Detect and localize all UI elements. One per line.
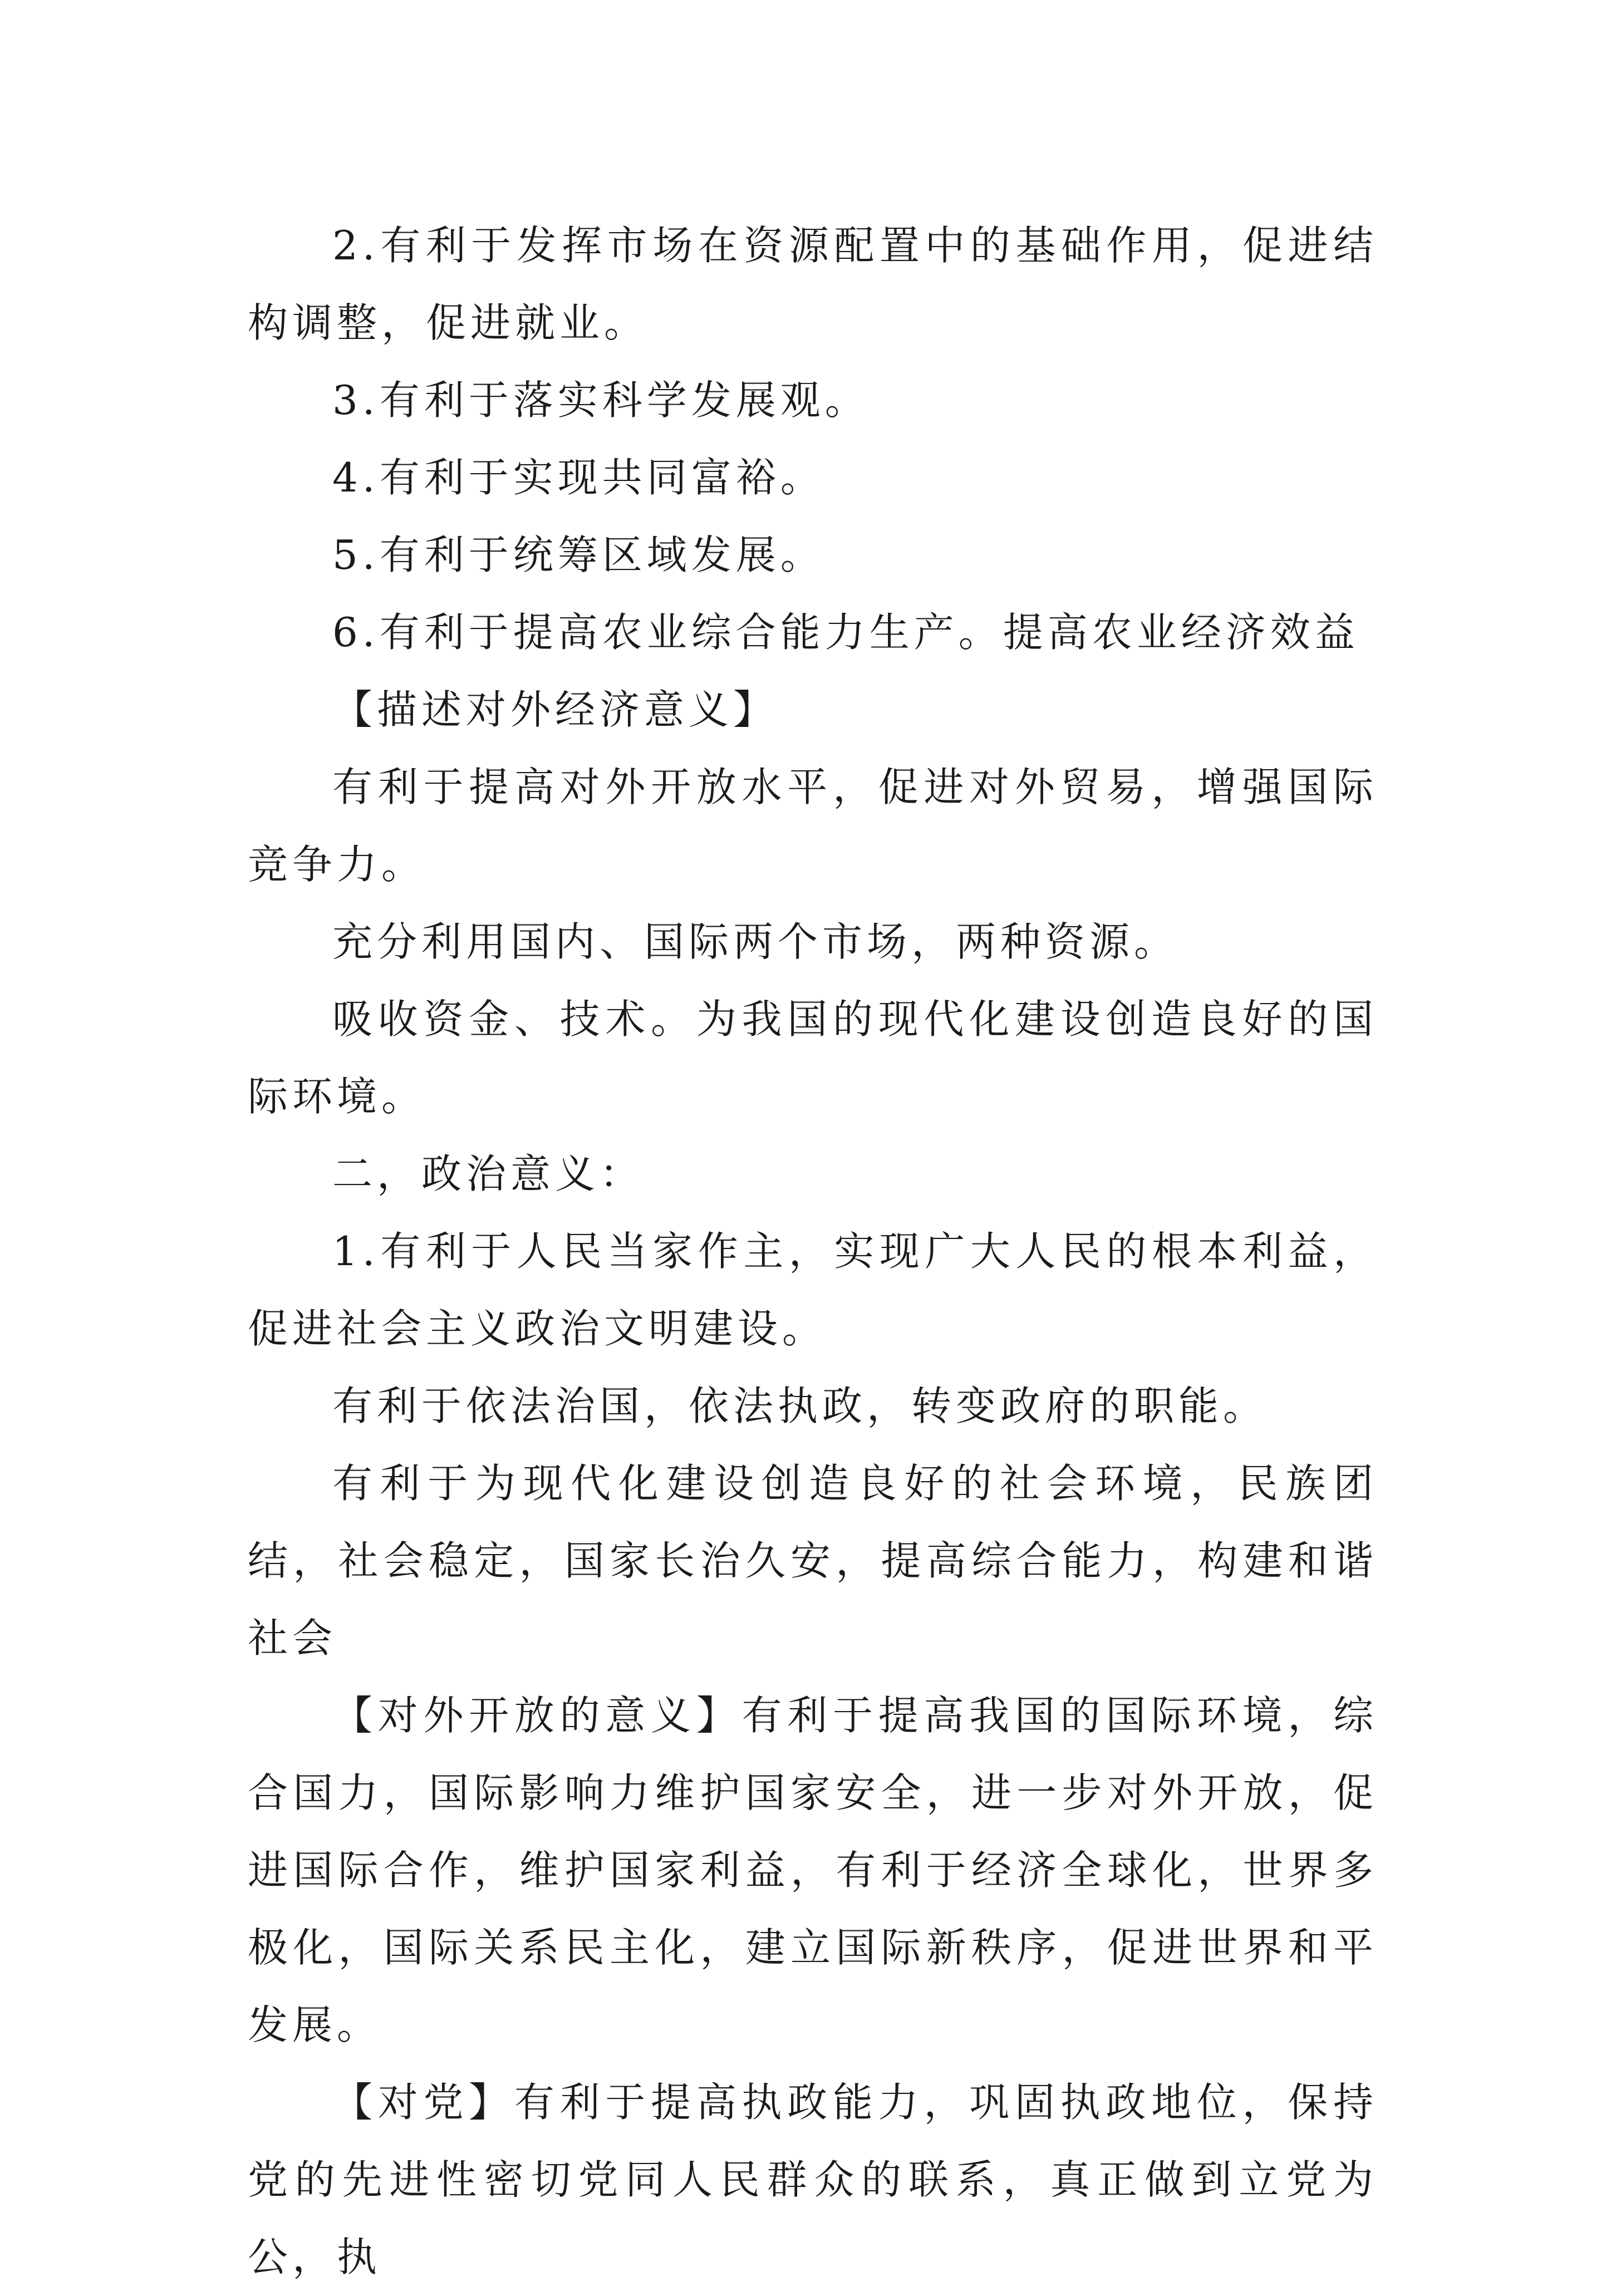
paragraph-opening-up: 有利于提高对外开放水平，促进对外贸易，增强国际竞争力。 [248,764,1378,888]
paragraph-opening-significance: 【对外开放的意义】有利于提高我国的国际环境，综合国力，国际影响力维护国家安全，进一步对外开放，促进国际合作，维护国家利益，有利于经济全球化，世界多极化，国际关系民主化，建立国际新秩序，促进世界和平发展。 [248,1692,1378,2048]
paragraph-item-4: 4.有利于实现共同富裕。 [332,454,825,501]
paragraph-item-6: 6.有利于提高农业综合能力生产。提高农业经济效益 [332,609,1359,656]
paragraph-social-environment: 有利于为现代化建设创造良好的社会环境，民族团结，社会稳定，国家长治久安，提高综合能力，构建和谐社会 [248,1460,1378,1661]
paragraph-political-item-1: 1.有利于人民当家作主，实现广大人民的根本利益，促进社会主义政治文明建设。 [248,1228,1378,1352]
paragraph-capital-technology: 吸收资金、技术。为我国的现代化建设创造良好的国际环境。 [248,996,1378,1120]
paragraph-party: 【对党】有利于提高执政能力，巩固执政地位，保持党的先进性密切党同人民群众的联系，真正做到立党为公，执 [248,2079,1378,2280]
paragraph-item-2: 2.有利于发挥市场在资源配置中的基础作用，促进结构调整，促进就业。 [248,222,1378,346]
section-heading-external-economy: 【描述对外经济意义】 [332,686,778,733]
paragraph-rule-of-law: 有利于依法治国，依法执政，转变政府的职能。 [332,1383,1268,1429]
document-body [248,207,1378,2296]
paragraph-two-markets: 充分利用国内、国际两个市场，两种资源。 [332,918,1179,965]
section-heading-political: 二，政治意义： [332,1151,645,1197]
paragraph-item-5: 5.有利于统筹区域发展。 [332,532,825,578]
paragraph-item-3: 3.有利于落实科学发展观。 [332,377,870,424]
